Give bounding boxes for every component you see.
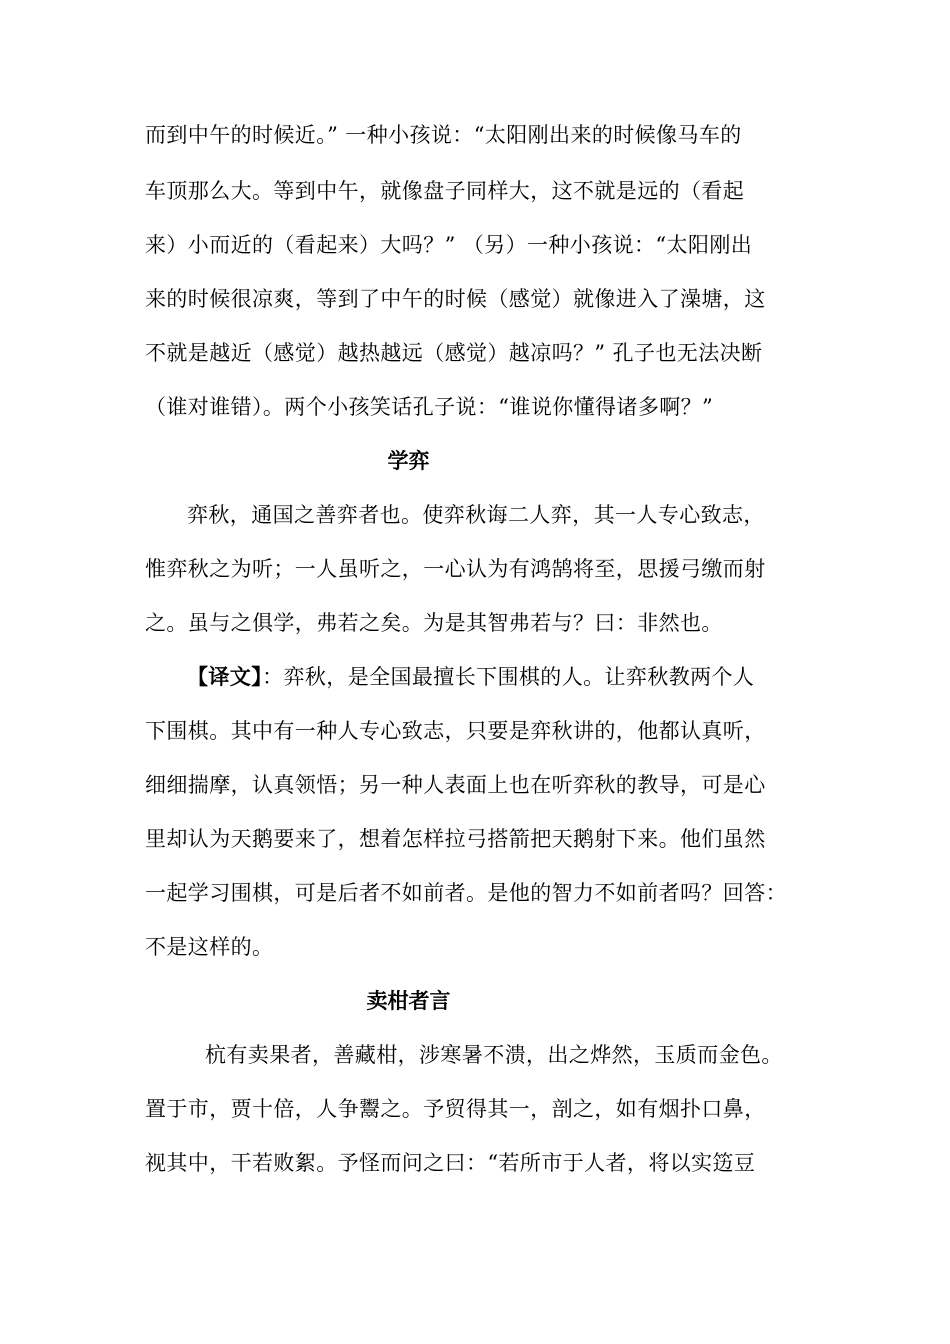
translation-first-line (187, 662, 754, 692)
paragraph-line: 一起学习围棋，可是后者不如前者。是他的智力不如前者吗？回答： (145, 881, 787, 905)
paragraph-line: 不就是越近（感觉）越热越远（感觉）越凉吗？” 孔子也无法决断 (145, 341, 763, 365)
translation-label: 【译文】 (187, 665, 263, 689)
paragraph-line: 惟弈秋之为听；一人虽听之，一心认为有鸿鹄将至，思援弓缴而射 (145, 557, 766, 581)
section-title-xueyi: 学弈 (387, 449, 430, 473)
paragraph-line: 来）小而近的（看起来）大吗？” （另）一种小孩说：“太阳刚出 (145, 233, 753, 257)
paragraph-line: 里却认为天鹅要来了，想着怎样拉弓搭箭把天鹅射下来。他们虽然 (145, 827, 766, 851)
section-title-maiganzheyan: 卖柑者言 (366, 989, 451, 1013)
paragraph-line: 下围棋。其中有一种人专心致志，只要是弈秋讲的，他都认真听， (145, 719, 766, 743)
paragraph-line: 而到中午的时候近。” 一种小孩说：“太阳刚出来的时候像马车的 (145, 123, 742, 147)
paragraph-line: 弈秋，通国之善弈者也。使弈秋诲二人弈，其一人专心致志， (187, 503, 765, 527)
translation-text: ：弈秋，是全国最擅长下围棋的人。让弈秋教两个人 (262, 665, 755, 689)
paragraph-line: 车顶那么大。等到中午，就像盘子同样大，这不就是远的（看起 (145, 179, 745, 203)
paragraph-line: 之。虽与之俱学，弗若之矣。为是其智弗若与？曰：非然也。 (145, 611, 723, 635)
paragraph-line: （谁对谁错）。两个小孩笑话孔子说：“谁说你懂得诸多啊？” (145, 395, 714, 419)
paragraph-line: 来的时候很凉爽，等到了中午的时候（感觉）就像进入了澡塘，这 (145, 287, 766, 311)
paragraph-line: 不是这样的。 (145, 935, 274, 959)
paragraph-line: 细细揣摩，认真领悟；另一种人表面上也在听弈秋的教导，可是心 (145, 773, 766, 797)
paragraph-line: 视其中，干若败絮。予怪而问之曰：“若所市于人者，将以实笾豆 (145, 1151, 756, 1175)
paragraph-line: 杭有卖果者，善藏柑，涉寒暑不溃，出之烨然，玉质而金色。 (205, 1043, 783, 1067)
paragraph-line: 置于市，贾十倍，人争鬻之。予贸得其一，剖之，如有烟扑口鼻， (145, 1097, 766, 1121)
